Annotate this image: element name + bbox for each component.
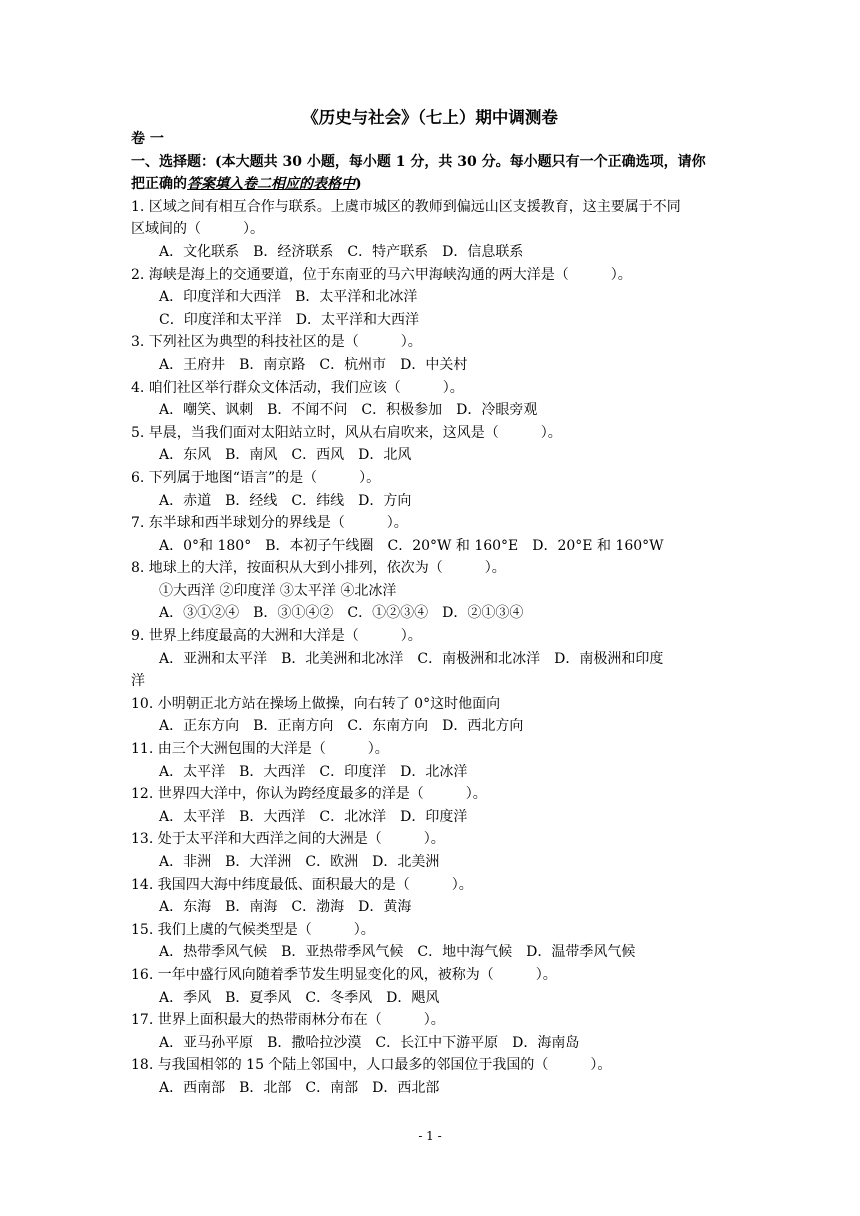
option: D．温带季风气候 bbox=[526, 944, 636, 961]
option-row bbox=[131, 761, 731, 784]
option: C．南部 bbox=[305, 1079, 359, 1096]
option: D．飓风 bbox=[386, 989, 440, 1006]
option: A．嘲笑、讽刺 bbox=[159, 402, 254, 419]
option: A．印度洋和大西洋 bbox=[159, 289, 282, 306]
section-heading-line2 bbox=[131, 173, 731, 196]
option-row bbox=[131, 490, 731, 513]
section-heading-post: ) bbox=[355, 176, 362, 193]
option: B．正南方向 bbox=[253, 718, 334, 735]
option: B．经济联系 bbox=[253, 243, 334, 260]
option: C．杭州市 bbox=[319, 356, 387, 373]
option: D．②①③④ bbox=[442, 605, 524, 622]
question-stem: 3. 下列社区为典型的科技社区的是（ ）。 bbox=[131, 334, 422, 351]
option: D．太平洋和大西洋 bbox=[295, 311, 419, 328]
option: D．西北部 bbox=[372, 1079, 440, 1096]
option: C．20°W 和 160°E bbox=[387, 537, 519, 554]
option: A．东风 bbox=[159, 447, 212, 464]
option: B．夏季风 bbox=[225, 989, 292, 1006]
option-row bbox=[131, 602, 731, 625]
option: D．北冰洋 bbox=[400, 763, 468, 780]
option: D．北风 bbox=[358, 447, 412, 464]
question-sub-items: ①大西洋 ②印度洋 ③太平洋 ④北冰洋 bbox=[159, 582, 397, 599]
option: B．亚热带季风气候 bbox=[281, 944, 404, 961]
option-row bbox=[131, 941, 731, 964]
option: D．南极洲和印度 bbox=[554, 650, 664, 667]
question-stem: 10. 小明朝正北方站在操场上做操，向右转了 0°这时他面向 bbox=[131, 695, 501, 712]
question-stem: 12. 世界四大洋中，你认为跨经度最多的洋是（ ）。 bbox=[131, 786, 487, 803]
option: D．北美洲 bbox=[372, 854, 440, 870]
option: A．非洲 bbox=[159, 854, 212, 870]
option: A．太平洋 bbox=[159, 763, 226, 780]
option: D．冷眼旁观 bbox=[456, 402, 538, 419]
option-row bbox=[131, 399, 731, 422]
option: B．北美洲和北冰洋 bbox=[281, 650, 404, 667]
option: A．太平洋 bbox=[159, 808, 226, 825]
section-heading-pre: 把正确的 bbox=[131, 176, 187, 193]
question-stem: 1. 区域之间有相互合作与联系。上虞市城区的教师到偏远山区支援教育，这主要属于不同 bbox=[131, 198, 681, 215]
option: D．信息联系 bbox=[442, 243, 524, 260]
option: C．长江中下游平原 bbox=[375, 1034, 499, 1051]
option: B．③①④② bbox=[253, 605, 334, 622]
option: A．正东方向 bbox=[159, 718, 240, 735]
option: B．太平洋和北冰洋 bbox=[295, 289, 418, 306]
option: C．印度洋和太平洋 bbox=[159, 311, 282, 328]
option: A．热带季风气候 bbox=[159, 944, 268, 961]
option: A．文化联系 bbox=[159, 243, 240, 260]
option: C．积极参加 bbox=[361, 402, 443, 419]
option: B．经线 bbox=[225, 492, 278, 509]
option: D．黄海 bbox=[358, 899, 412, 916]
option: A．赤道 bbox=[159, 492, 212, 509]
page-number: - 1 - bbox=[418, 1129, 442, 1143]
option: C．特产联系 bbox=[347, 243, 429, 260]
question-stem: 9. 世界上纬度最高的大洲和大洋是（ ）。 bbox=[131, 628, 422, 645]
question-list bbox=[131, 196, 731, 1100]
option-row bbox=[131, 987, 731, 1010]
option: C．渤海 bbox=[291, 899, 345, 916]
option: A．亚洲和太平洋 bbox=[159, 650, 268, 667]
option: B．南风 bbox=[225, 447, 278, 464]
option: B．南京路 bbox=[239, 356, 306, 373]
option-row bbox=[131, 241, 731, 264]
option: D．印度洋 bbox=[400, 808, 468, 825]
option-row bbox=[131, 354, 731, 377]
option: C．西风 bbox=[291, 447, 345, 464]
option: A．季风 bbox=[159, 989, 212, 1006]
section-heading-emphasis: 答案填入卷二相应的表格中 bbox=[187, 176, 355, 193]
question-stem: 4. 咱们社区举行群众文体活动，我们应该（ ）。 bbox=[131, 379, 464, 396]
option-row bbox=[131, 896, 731, 919]
option: A．亚马孙平原 bbox=[159, 1034, 254, 1051]
option: C．地中海气候 bbox=[417, 944, 513, 961]
question-stem: 11. 由三个大洲包围的大洋是（ ）。 bbox=[131, 741, 389, 758]
option: C．①②③④ bbox=[347, 605, 429, 622]
option: B．大西洋 bbox=[239, 808, 306, 825]
question-stem: 7. 东半球和西半球划分的界线是（ ）。 bbox=[131, 515, 408, 532]
option: C．冬季风 bbox=[305, 989, 373, 1006]
option: C．东南方向 bbox=[347, 718, 429, 735]
option: A．③①②④ bbox=[159, 605, 240, 622]
question-stem-cont: 区域间的（ ）。 bbox=[131, 221, 264, 238]
option: B．撒哈拉沙漠 bbox=[267, 1034, 362, 1051]
question-stem: 5. 早晨，当我们面对太阳站立时，风从右肩吹来，这风是（ ）。 bbox=[131, 424, 562, 441]
option: B．北部 bbox=[239, 1079, 292, 1096]
question-stem: 18. 与我国相邻的 15 个陆上邻国中，人口最多的邻国位于我国的（ ）。 bbox=[131, 1057, 612, 1074]
option: C．纬线 bbox=[291, 492, 345, 509]
option-row bbox=[131, 309, 731, 332]
juan-label: 卷 一 bbox=[131, 131, 164, 147]
option-row bbox=[131, 1077, 731, 1100]
question-stem: 6. 下列属于地图“语言”的是（ ）。 bbox=[131, 469, 381, 486]
page-title: 《历史与社会》（七上）期中调测卷 bbox=[302, 108, 558, 127]
option-row bbox=[131, 1032, 731, 1055]
option: D．20°E 和 160°W bbox=[532, 537, 664, 554]
option: D．方向 bbox=[358, 492, 412, 509]
option: B．大西洋 bbox=[239, 763, 306, 780]
option-row bbox=[131, 806, 731, 829]
question-stem: 16. 一年中盛行风向随着季节发生明显变化的风，被称为（ ）。 bbox=[131, 966, 557, 983]
option-row bbox=[131, 851, 731, 874]
option: A．东海 bbox=[159, 899, 212, 916]
option: B．大洋洲 bbox=[225, 854, 292, 870]
option: D．西北方向 bbox=[442, 718, 524, 735]
question-stem: 8. 地球上的大洋，按面积从大到小排列，依次为（ ）。 bbox=[131, 560, 506, 577]
option: C．南极洲和北冰洋 bbox=[417, 650, 541, 667]
exam-body bbox=[131, 128, 731, 1100]
option-row bbox=[131, 648, 731, 671]
option-row bbox=[131, 444, 731, 467]
option: B．本初子午线圈 bbox=[265, 537, 374, 554]
question-stem: 17. 世界上面积最大的热带雨林分布在（ ）。 bbox=[131, 1012, 445, 1029]
option: C．印度洋 bbox=[319, 763, 387, 780]
option: A．西南部 bbox=[159, 1079, 226, 1096]
option-tail: 洋 bbox=[131, 673, 145, 690]
question-stem: 15. 我们上虞的气候类型是（ ）。 bbox=[131, 921, 375, 938]
option: C．欧洲 bbox=[305, 854, 359, 870]
option: A．0°和 180° bbox=[159, 537, 252, 554]
question-stem: 13. 处于太平洋和大西洋之间的大洲是（ ）。 bbox=[131, 831, 445, 848]
option-row bbox=[131, 286, 731, 309]
option-row bbox=[131, 715, 731, 738]
option: A．王府井 bbox=[159, 356, 226, 373]
option-row bbox=[131, 535, 731, 558]
option: C．北冰洋 bbox=[319, 808, 387, 825]
question-stem: 14. 我国四大海中纬度最低、面积最大的是（ ）。 bbox=[131, 876, 473, 893]
option: D．中关村 bbox=[400, 356, 468, 373]
question-stem: 2. 海峡是海上的交通要道，位于东南亚的马六甲海峡沟通的两大洋是（ ）。 bbox=[131, 266, 632, 283]
option: D．海南岛 bbox=[512, 1034, 580, 1051]
option: B．不闻不问 bbox=[267, 402, 348, 419]
option: B．南海 bbox=[225, 899, 278, 916]
section-heading-line1: 一、选择题：(本大题共 30 小题，每小题 1 分，共 30 分。每小题只有一个正确选项，请你 bbox=[131, 153, 706, 170]
